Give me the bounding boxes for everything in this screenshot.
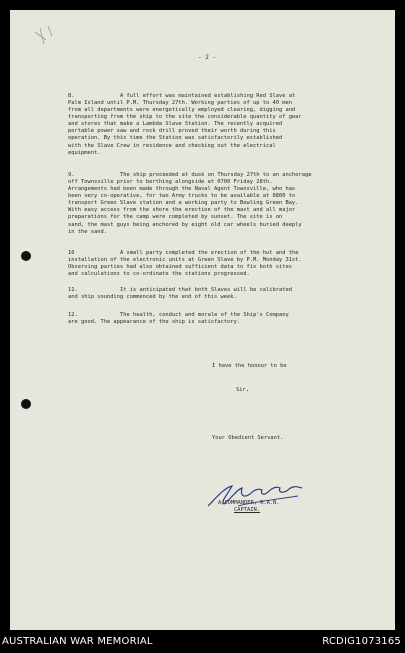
paragraph-number: 11. — [68, 287, 78, 293]
footer-institution: AUSTRALIAN WAR MEMORIAL — [2, 636, 153, 647]
closing-salutation: Sir, — [236, 387, 249, 393]
paragraph-number: 10 — [68, 250, 75, 256]
paragraph-first-line: It is anticipated that both Slaves will be calibrated — [120, 287, 293, 293]
footer-record-id: RCDIG1073165 — [322, 636, 401, 647]
paragraph-number: 9. — [68, 172, 75, 178]
signature-title: CAPTAIN. — [234, 507, 260, 513]
punch-hole-bottom — [21, 399, 31, 409]
paragraph-first-line: The health, conduct and morale of the Ship's Company — [120, 312, 289, 318]
paragraph-body: are good. The appearance of the ship is satisfactory. — [68, 319, 241, 325]
signature-rank: A/COMMANDER, R.A.N. — [218, 500, 280, 506]
document-page — [10, 10, 395, 630]
paragraph-number: 8. — [68, 93, 75, 99]
paragraph-body: off Townsville prior to berthing alongside at 0700 Friday 28th. Arrangements had been made through the Naval Agent Townsville, who has been very co-operative, for two Army trucks to be available at 0800 to transport Green Slave station and a working party to Bowling Green Bay. With easy access from the shore the erection of the mast and all major preparations for the camp were completed by sunset. The site is on sand, the mast guys being anchored by eight old car wheels buried deeply in the sand. — [68, 179, 302, 235]
paragraph-first-line: A small party completed the erection of the hut and the — [120, 250, 299, 256]
paragraph-body: Palm Island until P.M. Thursday 27th. Working parties of up to 40 men from all departments were energetically employed clearing, digging and transporting from the ship to the site the considerable quantity of gear and stores that make a Lambda Slave Station. The recently acquired portable power saw and rock drill proved their worth during this operation. By this time the Station was satisfactorily established with the Slave Crew in residence and checking out the electrical equipment. — [68, 100, 302, 156]
paragraph-number: 12. — [68, 312, 78, 318]
paragraph-first-line: The ship proceeded at dusk on Thursday 27th to an anchorage — [120, 172, 312, 178]
punch-hole-top — [21, 251, 31, 261]
paragraph-body: installation of the electronic units at Green Slave by P.M. Monday 31st. Observing parties had also obtained sufficient data to fix both sites and calculations to co-ordinate the stations progressed. — [68, 257, 302, 278]
page-number: - 2 - — [198, 54, 217, 61]
corner-pencil-mark — [32, 22, 62, 52]
closing-honour: I have the honour to be — [212, 363, 287, 369]
paragraph-first-line: A full effort was maintained establishing Red Slave at — [120, 93, 296, 99]
paragraph-body: and ship sounding commenced by the end of this week. — [68, 294, 237, 300]
closing-servant: Your Obedient Servant. — [212, 435, 284, 441]
